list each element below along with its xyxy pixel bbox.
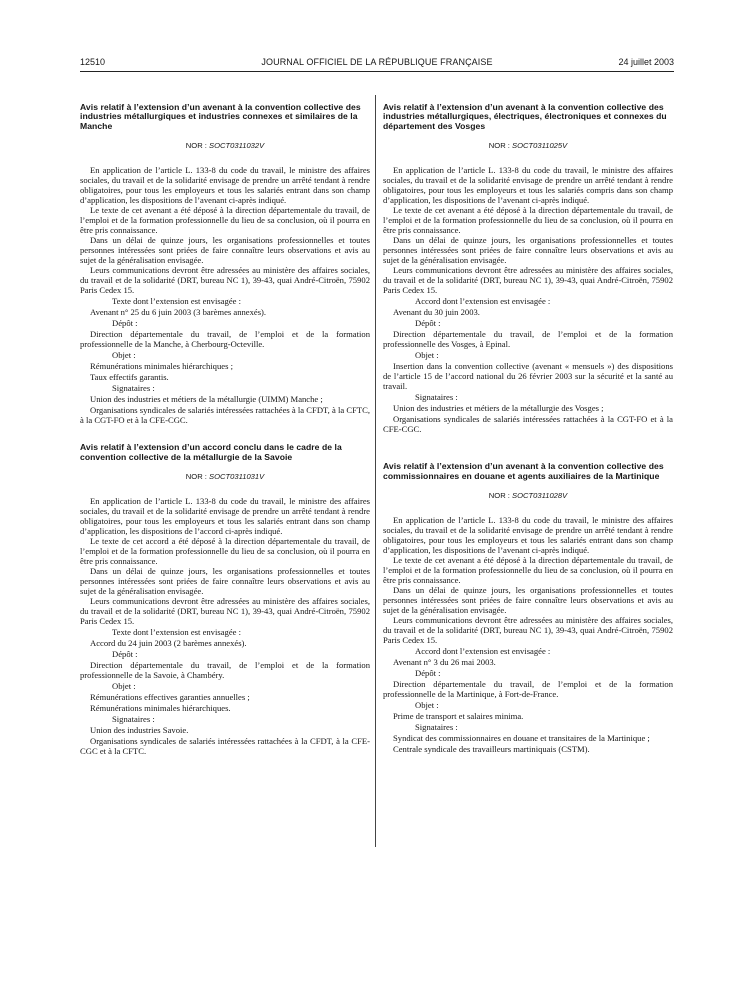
article [383, 462, 673, 754]
nor-label: NOR : [185, 141, 207, 151]
depot-label: Dépôt : [112, 649, 138, 660]
column-divider [375, 95, 376, 847]
article [383, 103, 673, 434]
texte-label: Accord dont l’extension est envisagée : [415, 296, 551, 307]
article-paragraph: Leurs communications devront être adressées au ministère des affaires sociales, du travail et de la solidarité (DRT, bureau NC 1), 39-43, quai André-Citroën, 75902 Paris Cedex 15. [383, 615, 673, 646]
signataires-label: Signataires : [415, 392, 458, 403]
article-title: Avis relatif à l’extension d’un avenant à la convention collective des industries métallurgiques, électriques, électroniques et connexes du département des Vosges [383, 102, 667, 131]
signataire-value: Organisations syndicales de salariés intéressées rattachées à la CFDT, à la CFTC, à la CGT-FO et à la CFE-CGC. [80, 405, 370, 426]
texte-value: Avenant n° 3 du 26 mai 2003. [393, 657, 496, 668]
nor-reference [383, 491, 673, 501]
nor-label: NOR : [488, 491, 510, 501]
objet-value: Taux effectifs garantis. [90, 372, 169, 383]
depot-value: Direction départementale du travail, de l’emploi et de la formation professionnelle de la Martinique, à Fort-de-France. [383, 679, 673, 700]
texte-value: Avenant n° 25 du 6 juin 2003 (3 barèmes annexés). [90, 307, 267, 318]
publication-date: 24 juillet 2003 [618, 57, 674, 67]
signataire-value: Union des industries et métiers de la métallurgie des Vosges ; [393, 403, 604, 414]
article-paragraph: En application de l’article L. 133-8 du code du travail, le ministre des affaires sociales, du travail et de la solidarité envisage de prendre un arrêté tendant à rendre obligatoires, pour tous les employeurs et tous les salariés entrant dans son champ d’application, les dispositions de l’accord ci-après indiqué. [80, 496, 370, 537]
objet-value: Insertion dans la convention collective (avenant « mensuels ») des dispositions de l’article 15 de l’accord national du 26 février 2003 sur la sécurité et la santé au travail. [383, 361, 673, 392]
objet-label: Objet : [112, 350, 136, 361]
article-paragraph: En application de l’article L. 133-8 du code du travail, le ministre des affaires sociales, du travail et de la solidarité envisage de prendre un arrêté tendant à rendre obligatoires, pour tous les employeurs et tous les salariés entrant dans son champ d’application, les dispositions de l’avenant ci-après indiqué. [383, 515, 673, 556]
objet-label: Objet : [112, 681, 136, 692]
article-paragraph: Dans un délai de quinze jours, les organisations professionnelles et toutes personnes intéressées sont priées de faire connaître leurs observations et avis au sujet de la généralisation envisagée. [80, 566, 370, 597]
article-paragraph: En application de l’article L. 133-8 du code du travail, le ministre des affaires sociales, du travail et de la solidarité envisage de prendre un arrêté tendant à rendre obligatoires, pour tous les employeurs et tous les salariés compris dans son champ d’application, les dispositions de l’avenant ci-après indiqué. [383, 165, 673, 206]
depot-value: Direction départementale du travail, de l’emploi et de la formation professionnelle de la Manche, à Cherbourg-Octeville. [80, 329, 370, 350]
nor-reference [80, 141, 370, 151]
article [80, 103, 370, 425]
objet-value: Rémunérations effectives garanties annuelles ; [90, 692, 250, 703]
objet-value: Prime de transport et salaires minima. [393, 711, 524, 722]
signataire-value: Organisations syndicales de salariés intéressées rattachées à la CFDT, à la CFE-CGC et à la CFTC. [80, 736, 370, 757]
nor-reference [383, 141, 673, 151]
texte-label: Texte dont l’extension est envisagée : [112, 627, 241, 638]
article-paragraph: Le texte de cet accord a été déposé à la direction départementale du travail, de l’emploi et de la formation professionnelle du lieu de sa conclusion, où il pourra en être pris connaissance. [80, 536, 370, 567]
signataires-label: Signataires : [415, 722, 458, 733]
article-paragraph: Leurs communications devront être adressées au ministère des affaires sociales, du travail et de la solidarité (DRT, bureau NC 1), 39-43, quai André-Citroën, 75902 Paris Cedex 15. [80, 265, 370, 296]
signataire-value: Syndicat des commissionnaires en douane et transitaires de la Martinique ; [393, 733, 650, 744]
article-paragraph: Leurs communications devront être adressées au ministère des affaires sociales, du travail et de la solidarité (DRT, bureau NC 1), 39-43, quai André-Citroën, 75902 Paris Cedex 15. [80, 596, 370, 627]
article-title: Avis relatif à l’extension d’un avenant à la convention collective des commissionnaires en douane et agents auxiliaires de la Martinique [383, 461, 664, 481]
depot-label: Dépôt : [415, 318, 441, 329]
article-paragraph: Dans un délai de quinze jours, les organisations professionnelles et toutes personnes intéressées sont priées de faire connaître leurs observations et avis au sujet de la généralisation envisagée. [383, 585, 673, 616]
nor-code: SOCT0311028V [512, 491, 568, 501]
signataire-value: Union des industries Savoie. [90, 725, 189, 736]
signataires-label: Signataires : [112, 714, 155, 725]
signataire-value: Organisations syndicales de salariés intéressées rattachées à la CGT-FO et à la CFE-CGC. [383, 414, 673, 435]
texte-label: Texte dont l’extension est envisagée : [112, 296, 241, 307]
article-title: Avis relatif à l’extension d’un avenant à la convention collective des industries métallurgiques et industries connexes et similaires de la Manche [80, 102, 361, 131]
texte-value: Avenant du 30 juin 2003. [393, 307, 480, 318]
header-rule [80, 71, 674, 72]
left-column [80, 103, 370, 757]
depot-label: Dépôt : [112, 318, 138, 329]
page-header [80, 57, 674, 69]
article-paragraph: En application de l’article L. 133-8 du code du travail, le ministre des affaires sociales, du travail et de la solidarité envisage de prendre un arrêté tendant à rendre obligatoires, pour tous les employeurs et tous les salariés entrant dans son champ d’application, les dispositions de l’avenant ci-après indiqué. [80, 165, 370, 206]
texte-label: Accord dont l’extension est envisagée : [415, 646, 551, 657]
nor-label: NOR : [185, 472, 207, 482]
signataires-label: Signataires : [112, 383, 155, 394]
signataire-value: Union des industries et métiers de la métallurgie (UIMM) Manche ; [90, 394, 323, 405]
article-paragraph: Le texte de cet avenant a été déposé à la direction départementale du travail, de l’emploi et de la formation professionnelle du lieu de sa conclusion, où il pourra en être pris connaissance. [383, 205, 673, 236]
article-paragraph: Le texte de cet avenant a été déposé à la direction départementale du travail, de l’emploi et de la formation professionnelle du lieu de sa conclusion, où il pourra en être pris connaissance. [383, 555, 673, 586]
depot-value: Direction départementale du travail, de l’emploi et de la formation professionnelle de la Savoie, à Chambéry. [80, 660, 370, 681]
objet-value: Rémunérations minimales hiérarchiques. [90, 703, 231, 714]
objet-label: Objet : [415, 350, 439, 361]
article-paragraph: Le texte de cet avenant a été déposé à la direction départementale du travail, de l’emploi et de la formation professionnelle du lieu de sa conclusion, où il pourra en être pris connaissance. [80, 205, 370, 236]
nor-label: NOR : [488, 141, 510, 151]
depot-label: Dépôt : [415, 668, 441, 679]
nor-code: SOCT0311032V [209, 141, 265, 151]
nor-code: SOCT0311031V [209, 472, 265, 482]
article-paragraph: Dans un délai de quinze jours, les organisations professionnelles et toutes personnes intéressées sont priées de faire connaître leurs observations et avis au sujet de la généralisation envisagée. [383, 235, 673, 266]
right-column [383, 103, 673, 755]
nor-reference [80, 472, 370, 482]
article-paragraph: Dans un délai de quinze jours, les organisations professionnelles et toutes personnes intéressées sont priées de faire connaître leurs observations et avis au sujet de la généralisation envisagée. [80, 235, 370, 266]
texte-value: Accord du 24 juin 2003 (2 barèmes annexés). [90, 638, 247, 649]
page-number: 12510 [80, 57, 106, 67]
objet-value: Rémunérations minimales hiérarchiques ; [90, 361, 233, 372]
depot-value: Direction départementale du travail, de l’emploi et de la formation professionnelle des Vosges, à Epinal. [383, 329, 673, 350]
article-paragraph: Leurs communications devront être adressées au ministère des affaires sociales, du travail et de la solidarité (DRT, bureau NC 1), 39-43, quai André-Citroën, 75902 Paris Cedex 15. [383, 265, 673, 296]
objet-label: Objet : [415, 700, 439, 711]
article-title: Avis relatif à l’extension d’un accord conclu dans le cadre de la convention collective de la métallurgie de la Savoie [80, 442, 342, 462]
article [80, 443, 370, 756]
journal-title: JOURNAL OFFICIEL DE LA RÉPUBLIQUE FRANÇAISE [261, 57, 493, 67]
signataire-value: Centrale syndicale des travailleurs martiniquais (CSTM). [393, 744, 590, 755]
nor-code: SOCT0311025V [512, 141, 568, 151]
